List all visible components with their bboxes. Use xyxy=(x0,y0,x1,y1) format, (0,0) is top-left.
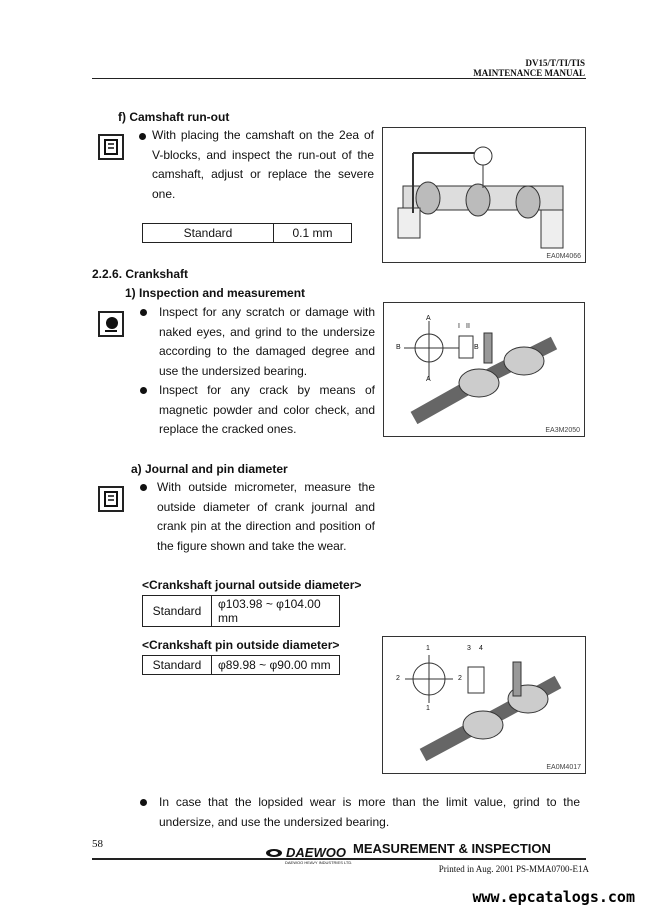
journal-standard-table xyxy=(142,595,340,627)
page-number: 58 xyxy=(92,838,103,850)
crank-bullet-1: Inspect for any scratch or damage with naked eyes, and grind to the undersize according to the damaged degree and use the undersized bearing. xyxy=(159,305,375,378)
bullet-dot xyxy=(140,484,147,491)
figure-caption: EA0M4066 xyxy=(546,253,581,260)
figure-caption: EA3M2050 xyxy=(545,427,580,434)
header-rule xyxy=(92,78,586,79)
footer-section-title: MEASUREMENT & INSPECTION xyxy=(353,841,551,856)
journal-figure xyxy=(382,636,586,774)
fig-label-1: 1 xyxy=(426,705,430,712)
inspect-icon xyxy=(98,311,124,337)
fig-label-a: A xyxy=(426,376,431,383)
bullet-dot xyxy=(140,387,147,394)
fig-label-i: I xyxy=(458,323,460,330)
fig-label-b: B xyxy=(474,344,479,351)
footer-rule xyxy=(92,858,586,860)
daewoo-logo xyxy=(265,845,352,865)
standard-label: Standard xyxy=(143,596,212,627)
crankshaft-heading: 2.2.6. Crankshaft xyxy=(92,267,189,281)
manual-icon xyxy=(98,486,124,512)
printed-note: Printed in Aug. 2001 PS-MMA0700-E1A xyxy=(438,864,589,874)
bullet-dot xyxy=(140,309,147,316)
header-model: DV15/T/TI/TIS xyxy=(525,58,585,68)
brand-subtitle: DAEWOO HEAVY INDUSTRIES LTD. xyxy=(285,860,353,865)
fig-label-1: 1 xyxy=(426,645,430,652)
bullet-dot xyxy=(140,799,147,806)
inspection-heading: 1) Inspection and measurement xyxy=(125,286,306,300)
daewoo-logo-icon xyxy=(265,848,283,858)
standard-value: φ103.98 ~ φ104.00 mm xyxy=(212,596,340,627)
camshaft-heading: f) Camshaft run-out xyxy=(118,110,230,124)
fig-label-2: 2 xyxy=(458,675,462,682)
watermark-url: www.epcatalogs.com xyxy=(472,888,635,906)
standard-value: 0.1 mm xyxy=(274,224,352,243)
camshaft-text: With placing the camshaft on the 2ea of V-blocks, and inspect the run-out of the camshaft, adjust or replace the severe one. xyxy=(152,128,374,201)
pin-table-title: <Crankshaft pin outside diameter> xyxy=(142,638,340,652)
standard-label: Standard xyxy=(143,656,212,675)
brand-name: DAEWOO xyxy=(286,845,346,860)
journal-text: With outside micrometer, measure the outside diameter of crank journal and crank pin at the direction and position of the figure shown and take the wear. xyxy=(157,480,375,553)
camshaft-standard-table xyxy=(142,223,352,243)
fig-label-2: 2 xyxy=(396,675,400,682)
crankshaft-figure xyxy=(383,302,585,437)
standard-label: Standard xyxy=(143,224,274,243)
header-manual-title: MAINTENANCE MANUAL xyxy=(473,68,585,78)
manual-icon xyxy=(98,134,124,160)
standard-value: φ89.98 ~ φ90.00 mm xyxy=(212,656,340,675)
bullet-dot xyxy=(139,133,146,140)
fig-label-a: A xyxy=(426,315,431,322)
crank-bullet-2: Inspect for any crack by means of magnetic powder and color check, and replace the cracked ones. xyxy=(159,383,375,436)
pin-standard-table xyxy=(142,655,340,675)
fig-label-4: 4 xyxy=(479,645,483,652)
journal-table-title: <Crankshaft journal outside diameter> xyxy=(142,578,362,592)
journal-heading: a) Journal and pin diameter xyxy=(131,462,288,476)
fig-label-b: B xyxy=(396,344,401,351)
fig-label-ii: II xyxy=(466,323,470,330)
camshaft-figure xyxy=(382,127,586,263)
final-bullet-text: In case that the lopsided wear is more than the limit value, grind to the undersize, and use the undersized bearing. xyxy=(159,795,580,829)
figure-caption: EA0M4017 xyxy=(546,764,581,771)
fig-label-3: 3 xyxy=(467,645,471,652)
